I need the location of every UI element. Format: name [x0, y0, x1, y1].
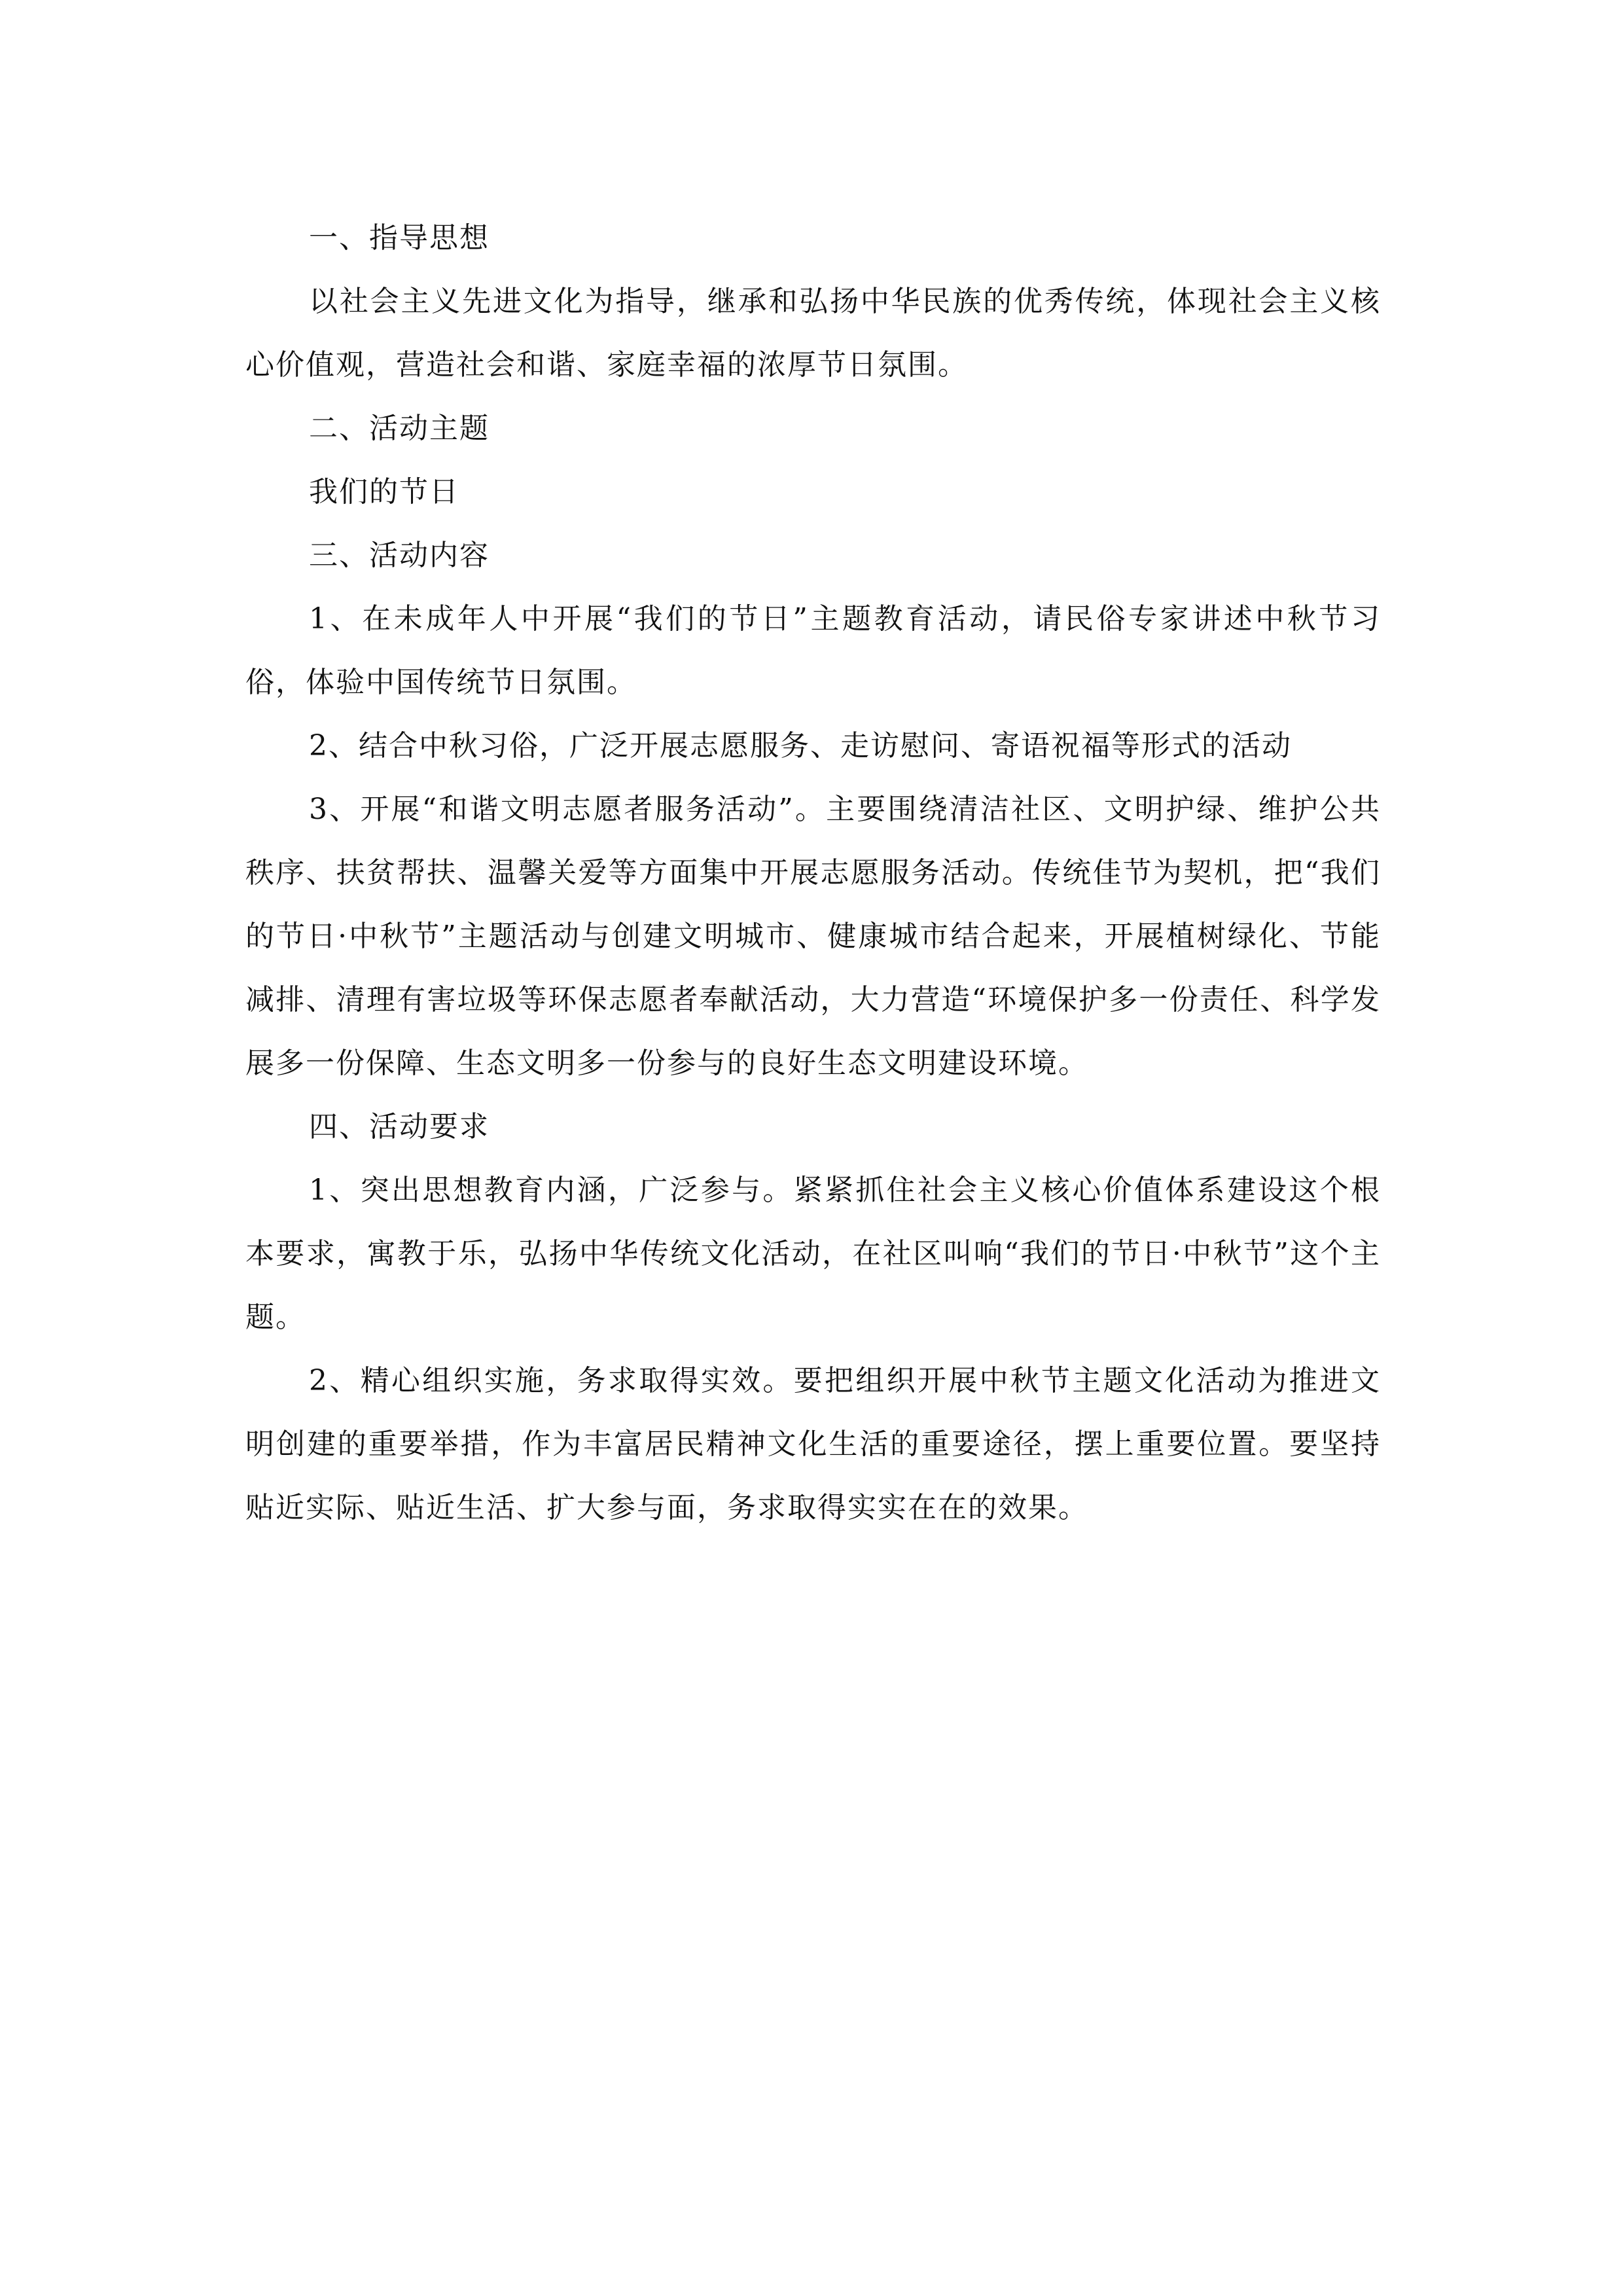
- paragraph: 1、在未成年人中开展“我们的节日”主题教育活动，请民俗专家讲述中秋节习俗，体验中国传统节日氛围。: [245, 602, 1381, 699]
- section-heading-activity-requirements: 四、活动要求: [309, 1110, 490, 1143]
- section-heading-guiding-ideology: 一、指导思想: [309, 221, 490, 255]
- paragraph: 我们的节日: [309, 475, 459, 509]
- paragraph: 3、开展“和谐文明志愿者服务活动”。主要围绕清洁社区、文明护绿、维护公共秩序、扶贫帮扶、温馨关爱等方面集中开展志愿服务活动。传统佳节为契机，把“我们的节日·中秋节”主题活动与创建文明城市、健康城市结合起来，开展植树绿化、节能减排、清理有害垃圾等环保志愿者奉献活动，大力营造“环境保护多一份责任、科学发展多一份保障、生态文明多一份参与的良好生态文明建设环境。: [245, 793, 1381, 1080]
- section-heading-activity-theme: 二、活动主题: [309, 412, 490, 445]
- paragraph: 2、结合中秋习俗，广泛开展志愿服务、走访慰问、寄语祝福等形式的活动: [309, 729, 1292, 762]
- paragraph: 1、突出思想教育内涵，广泛参与。紧紧抓住社会主义核心价值体系建设这个根本要求，寓教于乐，弘扬中华传统文化活动，在社区叫响“我们的节日·中秋节”这个主题。: [245, 1174, 1381, 1334]
- document-body: [245, 206, 1381, 1539]
- section-heading-activity-content: 三、活动内容: [309, 539, 490, 572]
- paragraph: 2、精心组织实施，务求取得实效。要把组织开展中秋节主题文化活动为推进文明创建的重要举措，作为丰富居民精神文化生活的重要途径，摆上重要位置。要坚持贴近实际、贴近生活、扩大参与面，务求取得实实在在的效果。: [245, 1364, 1381, 1524]
- paragraph: 以社会主义先进文化为指导，继承和弘扬中华民族的优秀传统，体现社会主义核心价值观，营造社会和谐、家庭幸福的浓厚节日氛围。: [245, 285, 1381, 382]
